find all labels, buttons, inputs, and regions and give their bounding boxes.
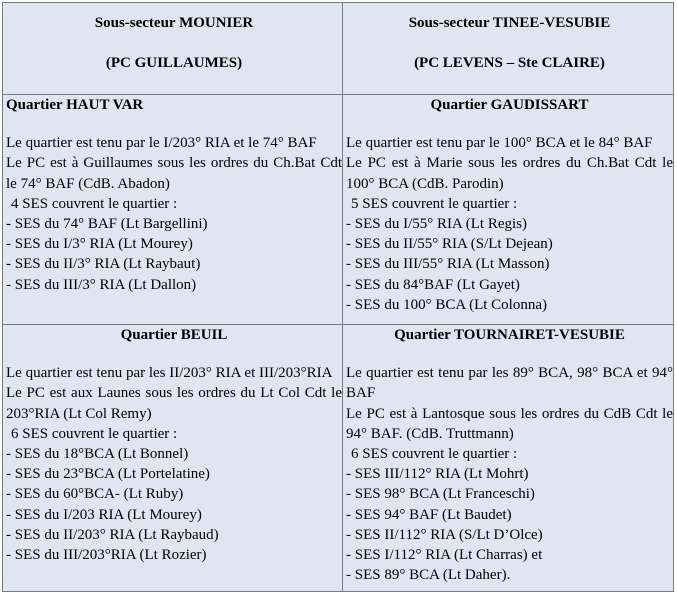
list-item: - SES du 23°BCA (Lt Portelatine): [6, 466, 210, 483]
header-cell-mounier: [3, 3, 343, 95]
quartier-cell-tournairet-vesubie: [343, 325, 674, 592]
list-item: - SES du III/203°RIA (Lt Rozier): [6, 547, 207, 564]
subsector-pc-tinee-vesubie: (PC LEVENS – Ste CLAIRE): [414, 55, 605, 72]
list-item: - SES du 74° BAF (Lt Bargellini): [6, 216, 208, 233]
subsector-title-mounier: Sous-secteur MOUNIER: [94, 15, 254, 31]
quartier-title-haut-var: Quartier HAUT VAR: [6, 97, 144, 113]
tenure-text-tournairet-vesubie: Le quartier est tenu par les 89° BCA, 98° BCA et 94° BAF: [346, 365, 673, 402]
pc-text-haut-var: Le PC est à Guillaumes sous les ordres du Ch.Bat Cdt le 74° BAF (CdB. Abadon): [6, 155, 342, 192]
ses-list-tournairet-vesubie: [346, 464, 673, 585]
quartier-cell-haut-var: [3, 95, 343, 325]
subsector-pc-mounier: (PC GUILLAUMES): [105, 55, 243, 72]
list-item: - SES du 84°BAF (Lt Gayet): [346, 276, 520, 293]
list-item: - SES II/112° RIA (S/Lt D’Olce): [346, 526, 543, 543]
list-item: - SES du I/55° RIA (Lt Regis): [346, 216, 527, 233]
list-item: - SES I/112° RIA (Lt Charras) et: [346, 547, 543, 564]
ses-intro-tournairet-vesubie: 6 SES couvrent le quartier :: [351, 446, 518, 463]
header-cell-tinee-vesubie: [343, 3, 674, 95]
list-item: - SES du 60°BCA- (Lt Ruby): [6, 486, 184, 503]
list-item: - SES du II/3° RIA (Lt Raybaut): [6, 256, 201, 273]
quartier-row-1: [3, 95, 674, 325]
header-row: [3, 3, 674, 95]
ses-intro-haut-var: 4 SES couvrent le quartier :: [11, 195, 178, 212]
pc-text-gaudissart: Le PC est à Marie sous les ordres du Ch.Bat Cdt le 100° BCA (CdB. Parodin): [346, 155, 673, 192]
pc-text-beuil: Le PC est aux Launes sous les ordres du Lt Col Cdt le 203°RIA (Lt Col Remy): [6, 385, 342, 422]
quartier-title-tournairet-vesubie: Quartier TOURNAIRET-VESUBIE: [394, 327, 625, 343]
quartier-cell-gaudissart: [343, 95, 674, 325]
list-item: - SES du III/3° RIA (Lt Dallon): [6, 276, 197, 293]
list-item: - SES du I/203 RIA (Lt Mourey): [6, 506, 202, 523]
subsector-title-tinee-vesubie: Sous-secteur TINEE-VESUBIE: [408, 15, 611, 31]
list-item: - SES du II/203° RIA (Lt Raybaud): [6, 526, 219, 543]
pc-text-tournairet-vesubie: Le PC est à Lantosque sous les ordres du CdB Cdt le 94° BAF. (CdB. Truttmann): [346, 405, 673, 442]
tenure-text-haut-var: Le quartier est tenu par le I/203° RIA et le 74° BAF: [6, 135, 317, 152]
tenure-text-beuil: Le quartier est tenu par les II/203° RIA et III/203°RIA: [6, 365, 333, 382]
quartier-title-gaudissart: Quartier GAUDISSART: [430, 97, 589, 113]
ses-list-gaudissart: [346, 214, 673, 315]
list-item: - SES du II/55° RIA (S/Lt Dejean): [346, 236, 553, 253]
list-item: - SES 98° BCA (Lt Franceschi): [346, 486, 535, 503]
ses-intro-beuil: 6 SES couvrent le quartier :: [11, 425, 178, 442]
ses-list-haut-var: [6, 214, 342, 295]
list-item: - SES 89° BCA (Lt Daher).: [346, 567, 511, 584]
quartier-row-2: [3, 325, 674, 592]
list-item: - SES III/112° RIA (Lt Mohrt): [346, 466, 529, 483]
list-item: - SES du III/55° RIA (Lt Masson): [346, 256, 550, 273]
ses-list-beuil: [6, 444, 342, 565]
list-item: - SES du I/3° RIA (Lt Mourey): [6, 236, 193, 253]
organization-table: [2, 2, 674, 592]
ses-intro-gaudissart: 5 SES couvrent le quartier :: [351, 195, 518, 212]
list-item: - SES 94° BAF (Lt Baudet): [346, 506, 512, 523]
list-item: - SES du 18°BCA (Lt Bonnel): [6, 446, 189, 463]
tenure-text-gaudissart: Le quartier est tenu par le 100° BCA et le 84° BAF: [346, 135, 653, 152]
list-item: - SES du 100° BCA (Lt Colonna): [346, 296, 548, 313]
quartier-cell-beuil: [3, 325, 343, 592]
quartier-title-beuil: Quartier BEUIL: [120, 327, 228, 343]
